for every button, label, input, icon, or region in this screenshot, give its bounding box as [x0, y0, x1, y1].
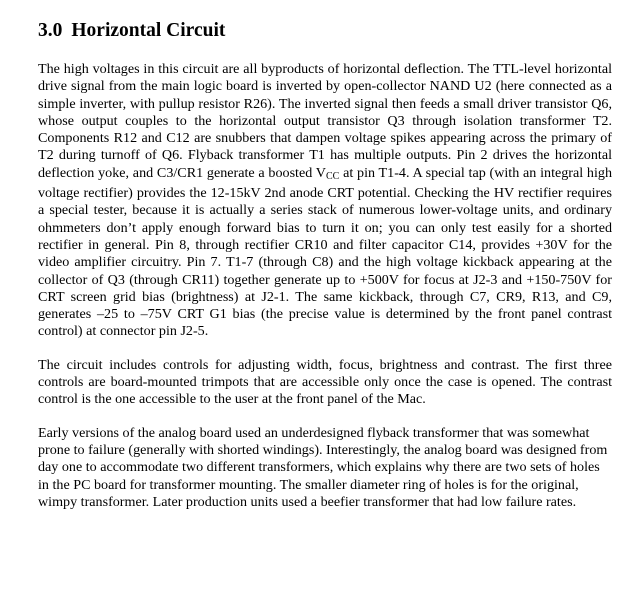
paragraph-flyback-history: Early versions of the analog board used an underdesigned flyback transformer that was somewhat prone to failure (generally with shorted windings). Interestingly, the analog board was designed from day one to accommodate two different transformers, which explains why there are two sets of holes in the PC board for transformer mounting. The smaller diameter ring of holes is for the original, wimpy transformer. Later production units used a beefier transformer that had low failure rates.: [38, 424, 608, 510]
paragraph-horizontal-deflection: [38, 61, 612, 341]
document-page: [38, 18, 612, 527]
vcc-subscript: CC: [325, 170, 340, 182]
paragraph-controls: The circuit includes controls for adjusting width, focus, brightness and contrast. The first three controls are board-mounted trimpots that are accessible only once the case is opened. The contrast control is the one accessible to the user at the front panel of the Mac.: [38, 356, 612, 408]
section-heading: [38, 18, 612, 44]
paragraph-text-part-1: The high voltages in this circuit are all byproducts of horizontal deflection. The TTL-level horizontal drive signal from the main logic board is inverted by open-collector NAND U2 (here connected as a simple inverter, with pullup resistor R26). The inverted signal then feeds a small driver transistor Q6, whose output couples to the horizontal output transistor Q3 through isolation transformer T2. Components R12 and C12 are snubbers that dampen voltage spikes appearing across the primary of T2 during turnoff of Q6. Flyback transformer T1 has multiple outputs. Pin 2 drives the horizontal deflection yoke, and C3/CR1 generate a boosted V: [38, 61, 612, 181]
section-title: Horizontal Circuit: [71, 20, 226, 41]
section-number: 3.0: [38, 20, 63, 41]
paragraph-text-part-2: at pin T1-4. A special tap (with an integral high voltage rectifier) provides the 12-15kV 2nd anode CRT potential. Checking the HV rectifier requires a special tester, because it is actually a series stack of numerous lower-voltage units, and ordinary ohmmeters don’t apply enough forward bias to turn it on; you can only test easily for a shorted rectifier in general. Pin 8, through rectifier CR10 and filter capacitor C14, provides +30V for the video amplifier circuitry. Pin 7. T1-7 (through C8) and the high voltage kickback appearing at the collector of Q3 (through CR11) together generate up to +500V for focus at J2-3 and +150-750V for CRT screen grid bias (brightness) at J2-1. The same kickback, through C7, CR9, R13, and C9, generates –25 to –75V CRT G1 bias (the precise value is determined by the front panel contrast control) at connector pin J2-5.: [38, 164, 612, 340]
